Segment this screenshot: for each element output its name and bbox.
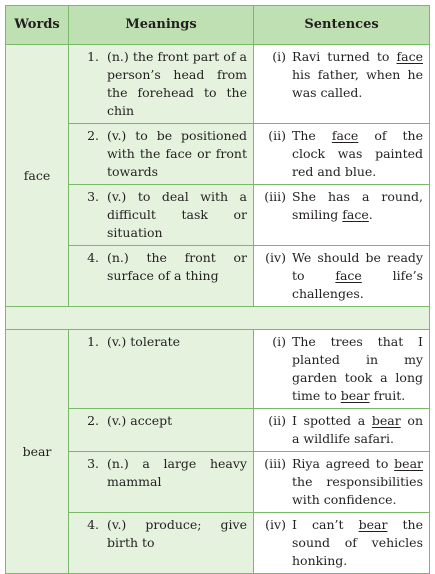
table-row xyxy=(6,45,430,124)
meaning-cell xyxy=(69,246,254,307)
header-words: Words xyxy=(6,6,69,45)
meaning-cell xyxy=(69,330,254,409)
meaning-number: 3. xyxy=(87,456,99,471)
table-row xyxy=(6,246,430,307)
sentence-number: (iii) xyxy=(264,189,286,204)
sentence-number: (iv) xyxy=(265,517,286,532)
table-row xyxy=(6,409,430,452)
header-row xyxy=(6,6,430,45)
table-row xyxy=(6,513,430,574)
meaning-number: 4. xyxy=(87,250,99,265)
key-word: face xyxy=(335,268,362,283)
sentence-text: She has a round, smiling face. xyxy=(292,189,423,222)
vocabulary-table xyxy=(5,5,430,574)
table-row xyxy=(6,185,430,246)
sentence-number: (ii) xyxy=(268,413,286,428)
key-word: bear xyxy=(394,456,423,471)
key-word: bear xyxy=(371,413,401,428)
meaning-number: 4. xyxy=(87,517,99,532)
meaning-number: 1. xyxy=(87,49,99,64)
sentence-number: (ii) xyxy=(268,128,286,143)
sentence-cell xyxy=(254,409,430,452)
meaning-text: (v.) to deal with a difficult task or situation xyxy=(107,189,247,240)
header-meanings: Meanings xyxy=(69,6,254,45)
meaning-number: 2. xyxy=(87,413,99,428)
sentence-cell xyxy=(254,513,430,574)
sentence-cell xyxy=(254,452,430,513)
meaning-cell xyxy=(69,185,254,246)
meaning-text: (v.) accept xyxy=(107,413,173,428)
meaning-number: 3. xyxy=(87,189,99,204)
meaning-text: (v.) produce; give birth to xyxy=(107,517,247,550)
key-word: bear xyxy=(358,517,388,532)
meaning-text: (v.) tolerate xyxy=(107,334,181,349)
meaning-cell xyxy=(69,45,254,124)
sentence-cell xyxy=(254,330,430,409)
table-row xyxy=(6,124,430,185)
sentence-number: (iv) xyxy=(265,250,286,265)
key-word: face xyxy=(331,128,359,143)
group-separator xyxy=(6,307,430,330)
meaning-text: (n.) the front part of a person’s head from the forehead to the chin xyxy=(107,49,247,118)
sentence-number: (iii) xyxy=(264,456,286,471)
sentence-text: The trees that I planted in my garden took a long time to bear fruit. xyxy=(292,334,423,403)
meaning-cell xyxy=(69,452,254,513)
meaning-text: (v.) to be positioned with the face or front towards xyxy=(107,128,247,179)
sentence-text: Riya agreed to bear the responsibilities with confidence. xyxy=(292,456,423,507)
sentence-text: I can’t bear the sound of vehicles honking. xyxy=(292,517,423,568)
sentence-text: The face of the clock was painted red and blue. xyxy=(292,128,423,179)
meaning-number: 2. xyxy=(87,128,99,143)
sentence-text: Ravi turned to face his father, when he was called. xyxy=(292,49,423,100)
sentence-cell xyxy=(254,185,430,246)
table-row xyxy=(6,330,430,409)
sentence-cell xyxy=(254,124,430,185)
sentence-number: (i) xyxy=(272,334,286,349)
word-cell-bear: bear xyxy=(6,330,69,574)
table-row xyxy=(6,452,430,513)
meaning-cell xyxy=(69,409,254,452)
word-cell-face: face xyxy=(6,45,69,307)
meaning-number: 1. xyxy=(87,334,99,349)
header-sentences: Sentences xyxy=(254,6,430,45)
meaning-text: (n.) a large heavy mammal xyxy=(107,456,247,489)
sentence-text: I spotted a bear on a wildlife safari. xyxy=(292,413,423,446)
key-word: face xyxy=(396,49,423,64)
sentence-text: We should be ready to face life’s challenges. xyxy=(292,250,423,301)
sentence-cell xyxy=(254,45,430,124)
meaning-cell xyxy=(69,513,254,574)
sentence-cell xyxy=(254,246,430,307)
meaning-text: (n.) the front or surface of a thing xyxy=(107,250,247,283)
key-word: bear xyxy=(340,388,370,403)
key-word: face xyxy=(342,207,369,222)
sentence-number: (i) xyxy=(272,49,286,64)
meaning-cell xyxy=(69,124,254,185)
